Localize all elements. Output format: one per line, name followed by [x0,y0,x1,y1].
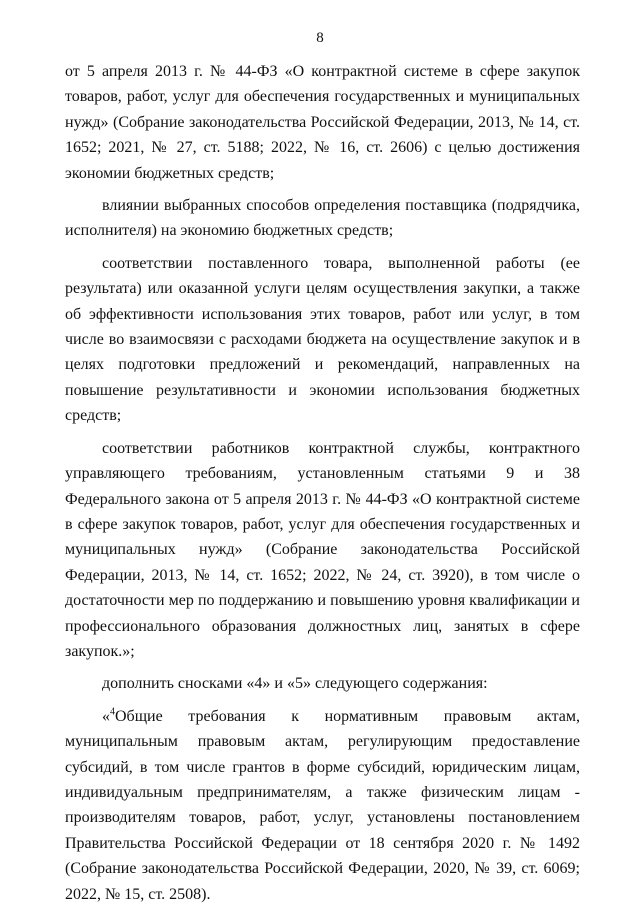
paragraph-law-reference: от 5 апреля 2013 г. № 44-ФЗ «О контрактной системе в сфере закупок товаров, работ, услуг для обеспечения государственных и муниципальных нужд» (Собрание законодательства Российской Федерации, 2013, № 14, ст. 1652; 2021, № 27, ст. 5188; 2022, № 16, ст. 2606) с целью достижения экономии бюджетных средств; [65,63,580,182]
paragraph-contract-service: соответствии работников контрактной службы, контрактного управляющего требованиям, установленным статьями 9 и 38 Федерального закона от 5 апреля 2013 г. № 44-ФЗ «О контрактной системе в сфере закупок товаров, работ, услуг для обеспечения государственных и муниципальных нужд» (Собрание законодательства Российской Федерации, 2013, № 14, ст. 1652; 2022, № 24, ст. 3920), в том числе о достаточности мер по поддержанию и повышению уровня квалификации и профессионального образования должностных лиц, занятых в сфере закупок.»; [65,439,580,660]
paragraph-goods-compliance: соответствии поставленного товара, выполненной работы (ее результата) или оказанной услуги целям осуществления закупки, а также об эффективности использования этих товаров, работ или услуг, в том числе во взаимосвязи с расходами бюджета на осуществление закупок и в целях подготовки предложений и рекомендаций, направленных на повышение результативности и экономии использования бюджетных средств; [65,254,580,425]
footnote-open-quote: « [102,707,110,725]
footnote-marker: 4 [110,706,115,718]
paragraph-supplier-methods: влиянии выбранных способов определения поставщика (подрядчика, исполнителя) на экономию бюджетных средств; [65,197,580,240]
footnote-4-text: Общие требования к нормативным правовым актам, муниципальным правовым актам, регулирующим предоставление субсидий, в том числе грантов в форме субсидий, юридическим лицам, индивидуальным предпринимателям, а также физическим лицам - производителям товаров, работ, услуг, установлены постановлением Правительства Российской Федерации от 18 сентября 2020 г. № 1492 (Собрание законодательства Российской Федерации, 2020, № 39, ст. 6069; 2022, № 15, ст. 2508). [65,707,580,903]
document-body [65,59,580,907]
paragraph-footnotes-intro: дополнить сносками «4» и «5» следующего содержания: [102,675,488,693]
page-number: 8 [316,30,324,46]
footnote-4-paragraph [65,704,580,907]
